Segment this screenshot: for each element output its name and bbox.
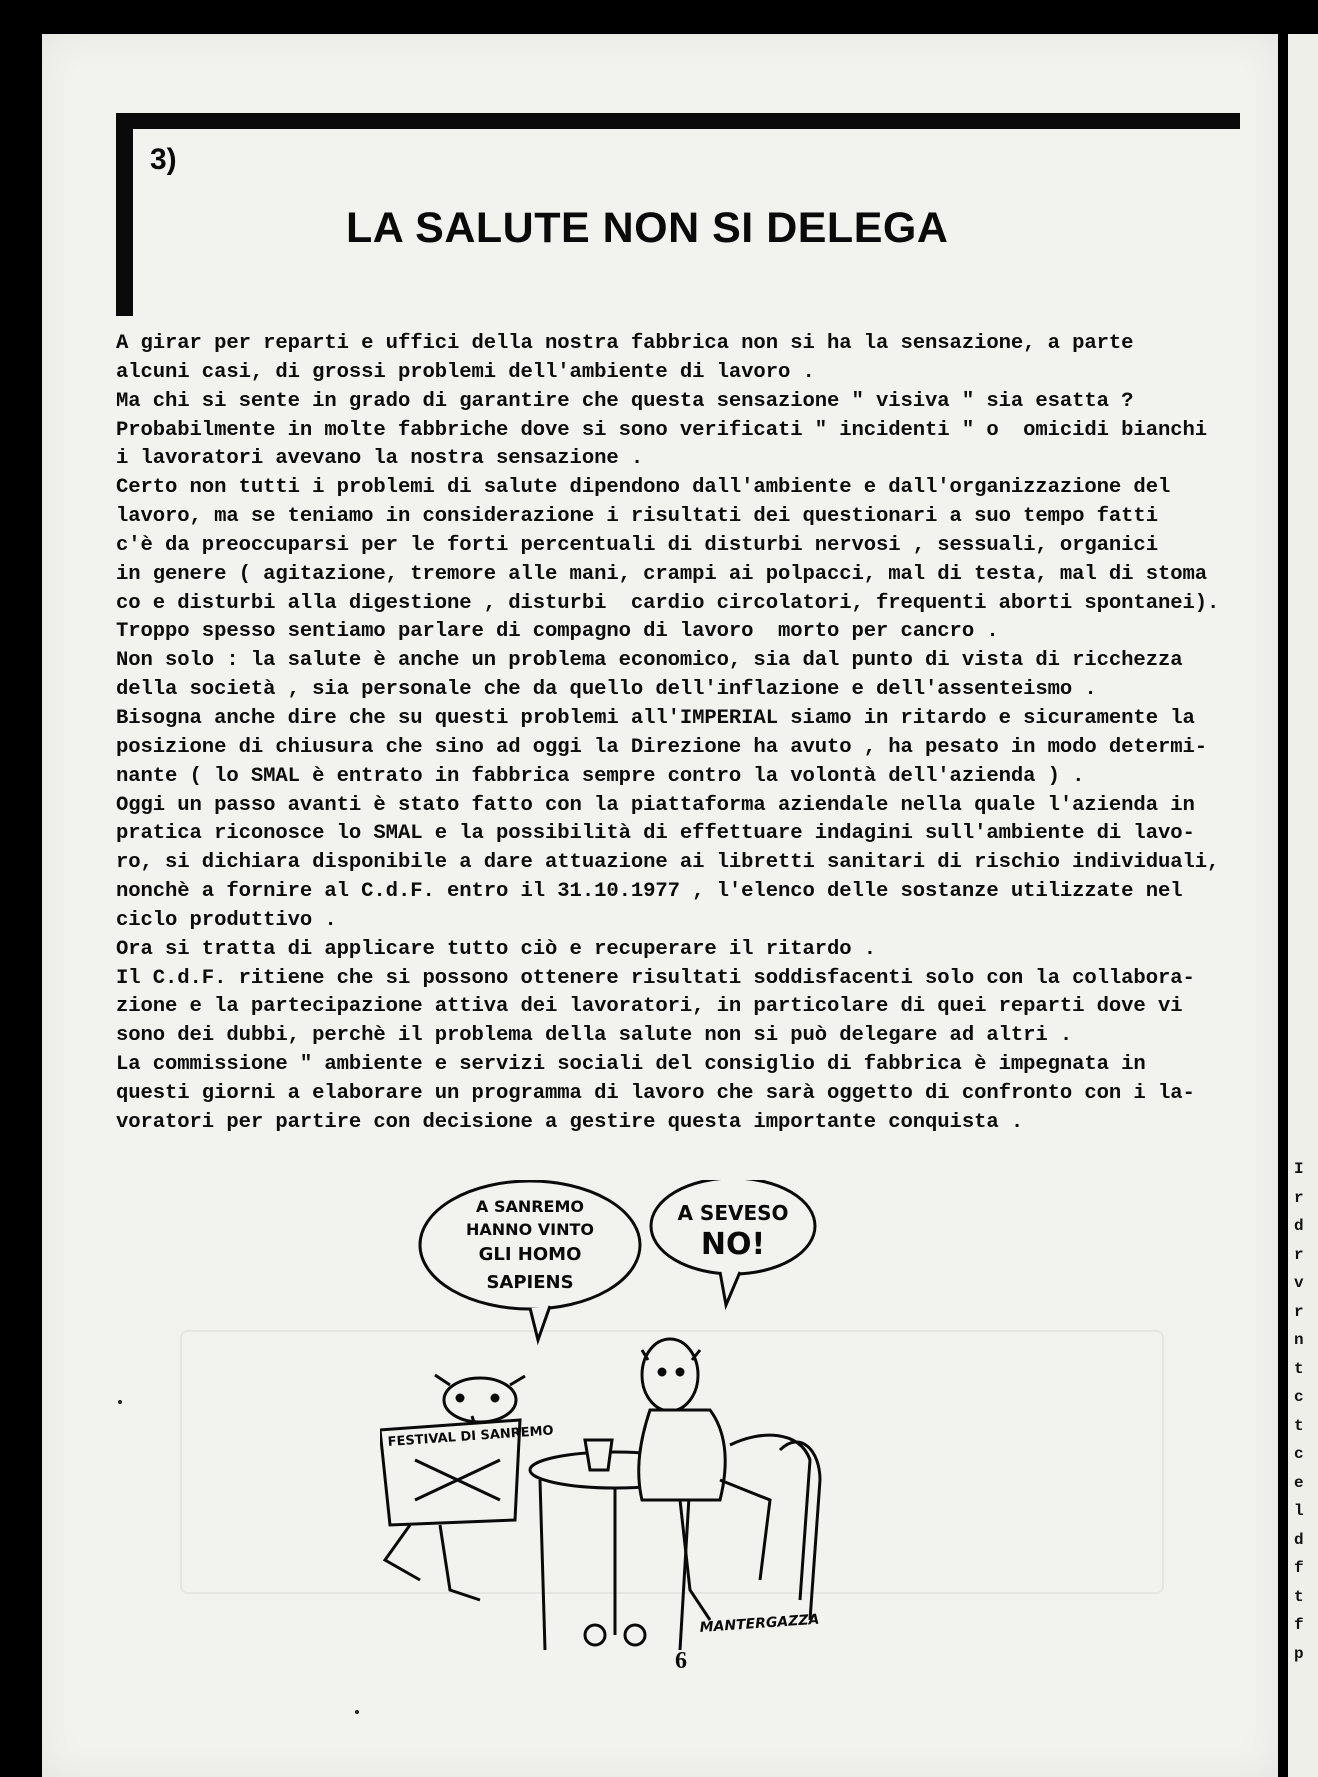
adjacent-page-edge [1288, 34, 1318, 1777]
left-legs [385, 1525, 480, 1600]
dust-speck [355, 1710, 359, 1714]
adjacent-page-letter: e [1294, 1473, 1304, 1492]
adjacent-page-letter: d [1294, 1217, 1304, 1235]
body-line: della società , sia personale che da quello dell'inflazione e dell'assenteismo . [116, 678, 1097, 702]
body-line: La commissione " ambiente e servizi sociali del consiglio di fabbrica è impegnata in [116, 1053, 1146, 1077]
adjacent-page-letter: f [1294, 1559, 1304, 1577]
body-line: Certo non tutti i problemi di salute dipendono dall'ambiente e dall'organizzazione del [116, 476, 1171, 500]
body-line: Oggi un passo avanti è stato fatto con la piattaforma aziendale nella quale l'azienda in [116, 793, 1195, 817]
bubble-left-line: A SANREMO [475, 1197, 585, 1216]
body-line: co e disturbi alla digestione , disturbi cardio circolatori, frequenti aborti spontanei). [116, 591, 1220, 615]
body-line: Ma chi si sente in grado di garantire che questa sensazione " visiva " sia esatta ? [116, 389, 1134, 413]
bubble-left-line: HANNO VINTO [466, 1220, 594, 1239]
adjacent-page-letter: p [1294, 1644, 1304, 1663]
bubble-right-line: NO! [700, 1227, 766, 1262]
body-line: Ora si tratta di applicare tutto ciò e recuperare il ritardo . [116, 937, 877, 961]
body-line: Bisogna anche dire che su questi problemi all'IMPERIAL siamo in ritardo e sicuramente la [116, 706, 1195, 730]
body-line: Non solo : la salute è anche un problema economico, sia dal punto di vista di ricchezza [116, 649, 1183, 673]
adjacent-page-letter: r [1294, 1245, 1304, 1264]
man-seated [639, 1339, 810, 1620]
adjacent-page-letter: f [1294, 1616, 1304, 1634]
adjacent-page-letter: I [1294, 1160, 1304, 1178]
body-line: nonchè a fornire al C.d.F. entro il 31.10.1977 , l'elenco delle sostanze utilizzate nel [116, 880, 1183, 904]
body-line: i lavoratori avevano la nostra sensazione . [116, 447, 644, 471]
adjacent-page-letter: r [1294, 1302, 1304, 1321]
page-number: 6 [675, 1648, 687, 1674]
cartoon-illustration [380, 1180, 900, 1660]
body-line: pratica riconosce lo SMAL e la possibilità di effettuare indagini sull'ambiente di lavo- [116, 822, 1195, 846]
adjacent-page-letter: d [1294, 1530, 1304, 1549]
adjacent-page-letter: l [1294, 1502, 1304, 1520]
adjacent-page-letter: t [1294, 1587, 1304, 1606]
title-frame-top [116, 113, 1240, 129]
section-number: 3) [150, 143, 177, 176]
page-title: LA SALUTE NON SI DELEGA [346, 204, 949, 252]
newspaper-headline: FESTIVAL DI SANREMO [387, 1423, 555, 1450]
title-frame-left [116, 113, 133, 316]
body-line: Il C.d.F. ritiene che si possono ottenere risultati soddisfacenti solo con la collabora- [116, 966, 1195, 990]
body-line: A girar per reparti e uffici della nostra fabbrica non si ha la sensazione, a parte [116, 332, 1134, 355]
adjacent-page-letter: t [1294, 1416, 1304, 1435]
body-line: sono dei dubbi, perchè il problema della salute non si può delegare ad altri . [116, 1024, 1073, 1048]
body-line: Probabilmente in molte fabbriche dove si sono verificati " incidenti " o omicidi bianchi [116, 418, 1207, 442]
body-line: lavoro, ma se teniamo in considerazione i risultati dei questionari a suo tempo fatti [116, 505, 1158, 529]
adjacent-page-letter: n [1294, 1331, 1304, 1349]
body-line: questi giorni a elaborare un programma di lavoro che sarà oggetto di confronto con i la- [116, 1081, 1195, 1105]
adjacent-page-letter: v [1294, 1274, 1304, 1292]
bubble-left-line: GLI HOMO [478, 1244, 582, 1265]
adjacent-page-letter: r [1294, 1188, 1304, 1207]
bubble-right-line: A SEVESO [677, 1201, 789, 1225]
body-line: zione e la partecipazione attiva dei lavoratori, in particolare di quei reparti dove vi [116, 995, 1183, 1019]
body-line: c'è da preoccuparsi per le forti percentuali di disturbi nervosi , sessuali, organici [116, 533, 1158, 557]
adjacent-page-letter: c [1294, 1388, 1304, 1406]
adjacent-page-letter: t [1294, 1359, 1304, 1378]
body-line: Troppo spesso sentiamo parlare di compagno di lavoro morto per cancro . [116, 620, 999, 644]
body-line: ro, si dichiara disponibile a dare attuazione ai libretti sanitari di rischio individuali, [116, 851, 1220, 875]
body-line: in genere ( agitazione, tremore alle mani, crampi ai polpacci, mal di testa, mal di stoma [116, 562, 1207, 586]
body-line: nante ( lo SMAL è entrato in fabbrica sempre contro la volontà dell'azienda ) . [116, 764, 1085, 788]
adjacent-page-letter: c [1294, 1445, 1304, 1463]
artist-signature: MANTERGAZZA [699, 1611, 820, 1636]
dust-speck [118, 1400, 122, 1404]
body-line: alcuni casi, di grossi problemi dell'ambiente di lavoro . [116, 360, 815, 384]
body-line: ciclo produttivo . [116, 908, 337, 932]
article-body [116, 330, 1246, 1138]
body-line: posizione di chiusura che sino ad oggi la Direzione ha avuto , ha pesato in modo determi- [116, 735, 1207, 759]
body-line: voratori per partire con decisione a gestire questa importante conquista . [116, 1110, 1024, 1134]
bubble-left-line: SAPIENS [486, 1272, 574, 1293]
